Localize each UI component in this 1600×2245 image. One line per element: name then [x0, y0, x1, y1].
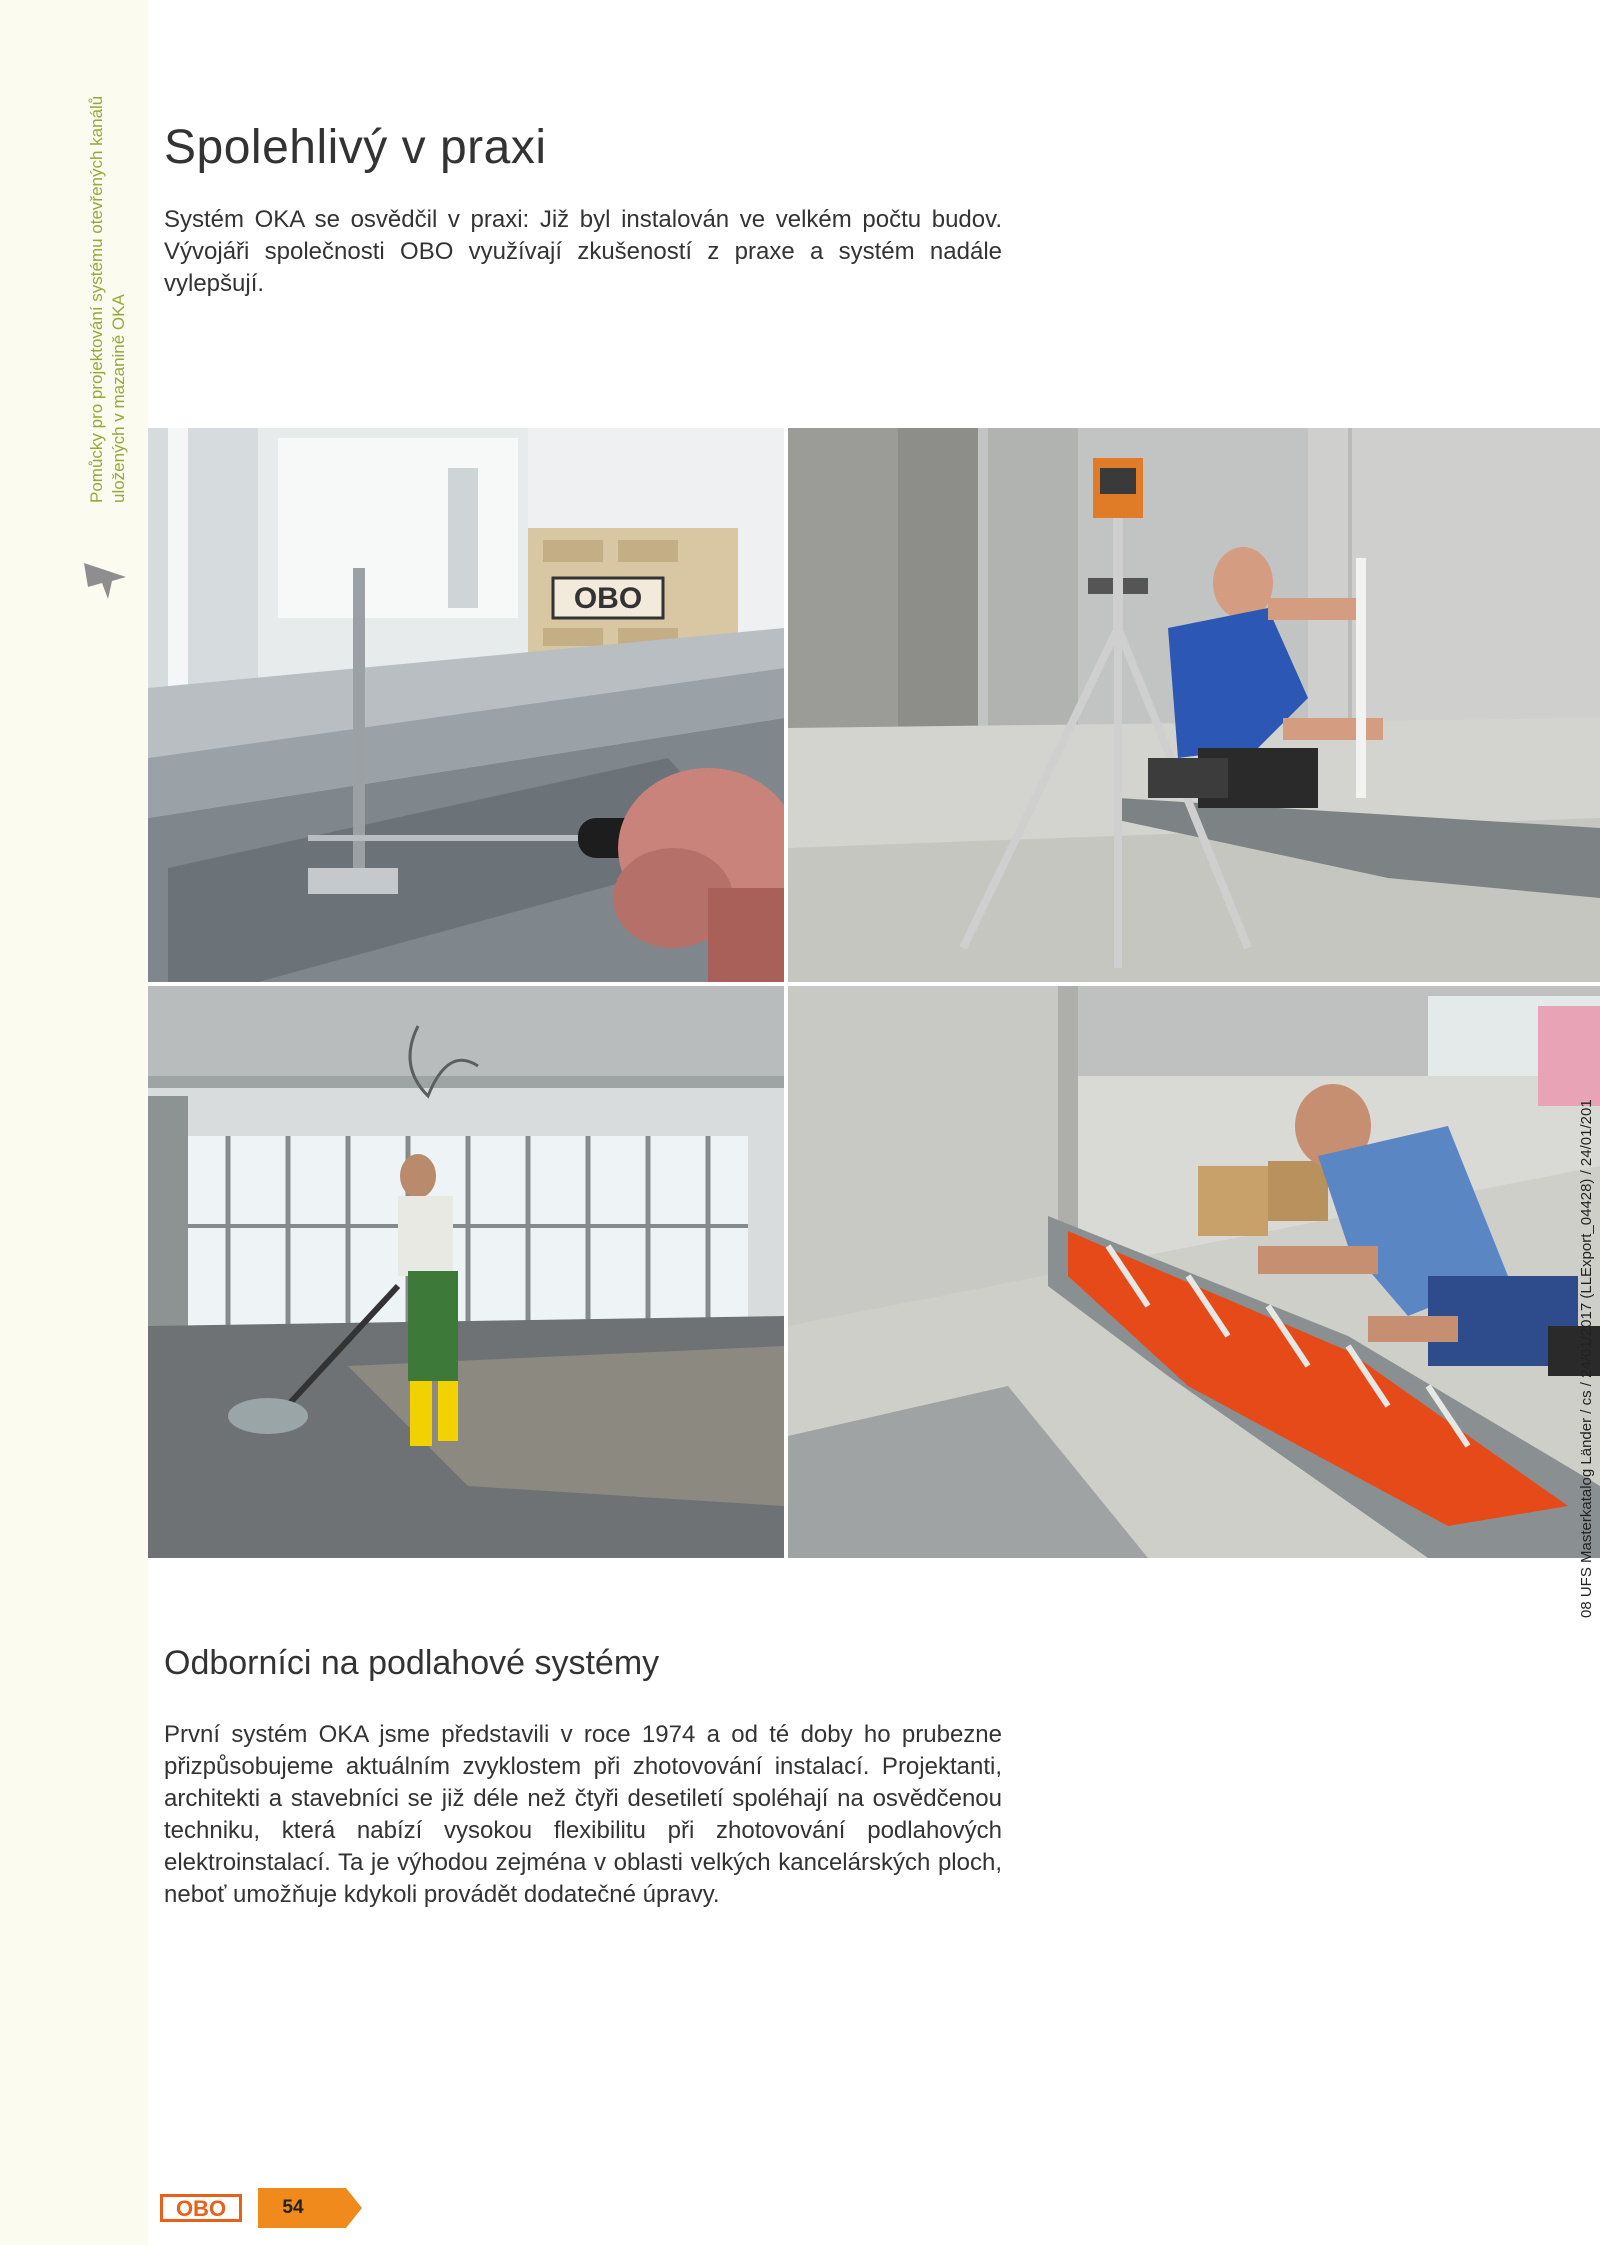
photo-cable-channel-installation — [788, 986, 1600, 1558]
section-text-floor-experts: První systém OKA jsme představili v roce 1974 a od té doby ho prubezne přizpůsobujeme aktuálním zvyklostem při zhotovování instalací. Projektanti, architekti a stavebníci se již déle než čtyři desetiletí spoléhají na osvědčenou techniku, která nabízí vysokou flexibilitu při zhotovování podlahových elektroinstalací. Ta je výhodou zejména v oblasti velkých kancelárských ploch, neboť umožňuje kdykoli provádět dodatečné úpravy. — [164, 1721, 1002, 1908]
photo-laser-level-measurement — [788, 428, 1600, 982]
photo-floor-support-adjustment — [148, 428, 784, 982]
side-section-caption: Pomůcky pro projektování systému otevřených kanálů uložených v mazanině OKA — [87, 95, 128, 503]
print-metadata: 08 UFS Masterkatalog Länder / cs / 24/01/2017 (LLExport_04428) / 24/01/201 — [1578, 1099, 1595, 1618]
svg-text:OBO: OBO — [573, 582, 643, 615]
section-title-reliable: Spolehlivý v praxi — [164, 121, 547, 174]
page-number: 54 — [282, 2197, 304, 2218]
obo-logo — [160, 2194, 242, 2222]
arrow-icon — [82, 553, 132, 603]
section-title-floor-experts: Odborníci na podlahové systémy — [164, 1644, 660, 1682]
photo-screed-spreading — [148, 986, 784, 1558]
svg-text:OBO: OBO — [175, 2196, 227, 2221]
section-text-reliable: Systém OKA se osvědčil v praxi: Již byl instalován ve velkém počtu budov. Vývojáři společnosti OBO využívají zkušeností z praxe a systém nadále vylepšují. — [164, 206, 1002, 297]
photo-grid — [148, 428, 1600, 1558]
